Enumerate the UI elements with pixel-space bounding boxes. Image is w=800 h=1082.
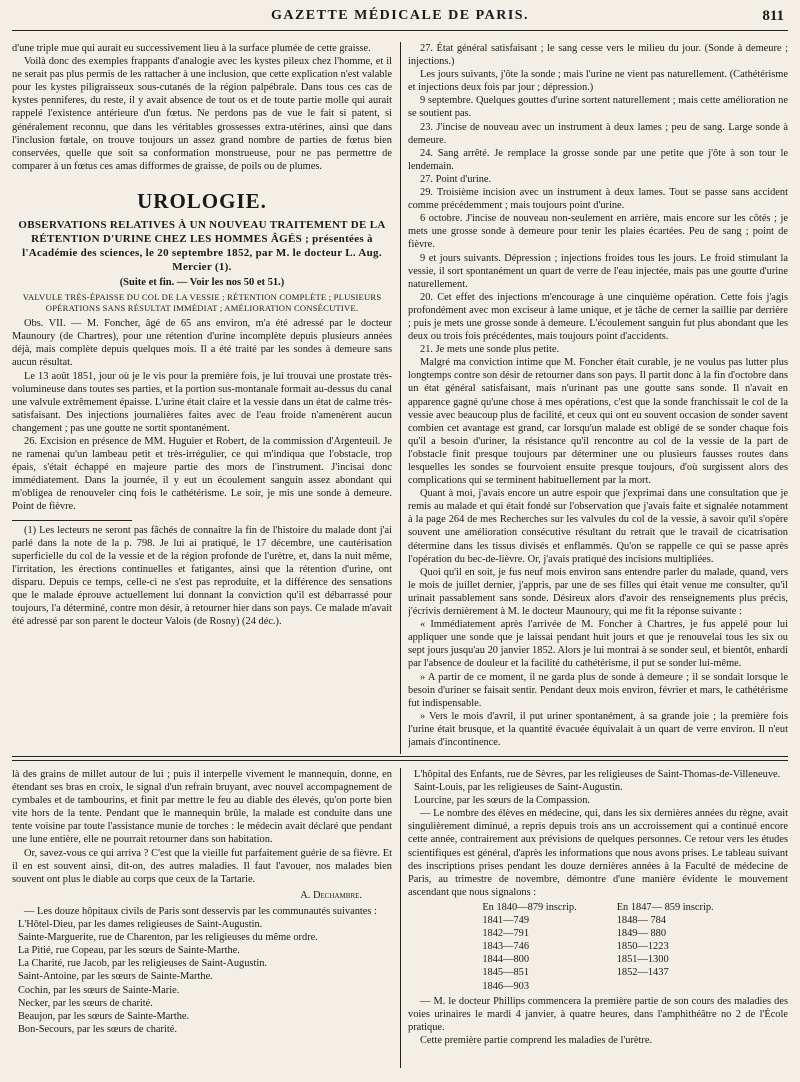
- inscription-row: En 1847— 859 inscrip.: [616, 901, 714, 913]
- top-right-column: [408, 42, 788, 754]
- observation-subtitle: VALVULE TRÈS-ÉPAISSE DU COL DE LA VESSIE ; RÉTENTION COMPLÈTE ; PLUSIEURS OPÉRATIONS SANS RÉSULTAT IMMÉDIAT ; AMÉLIORATION CONSÉCUTIVE.: [22, 292, 382, 314]
- hospital-item: La Pitié, rue Copeau, par les sœurs de Sainte-Marthe.: [18, 945, 240, 957]
- hospital-item: Necker, par les sœurs de charité.: [18, 997, 153, 1009]
- hospital-item: Saint-Louis, par les religieuses de Saint-Augustin.: [414, 782, 623, 794]
- inscription-row: 1849— 880: [616, 928, 667, 940]
- column-divider: [400, 42, 401, 754]
- top-left-column: [12, 42, 392, 754]
- top-section: [12, 42, 788, 754]
- journal-title: GAZETTE MÉDICALE DE PARIS.: [270, 8, 530, 23]
- paragraph: 9 et jours suivants. Dépression ; injections froides tous les jours. Le froid stimulant la vessie, il sort spontanément un quart de verre de l'eau injectée, mais pas une goutte d'urine naturellement.: [408, 252, 788, 290]
- paragraph: 9 septembre. Quelques gouttes d'urine sortent naturellement ; mais cette amélioration ne se soutient pas.: [408, 95, 788, 120]
- observation-paragraph: Le 13 août 1851, jour où je le vis pour la première fois, je lui trouvai une prostate très-volumineuse dans toutes ses parties, et la portion sus-montanale formait au-dessus du canal une valvule extrêmement épaisse. L'urine était claire et la vessie dans un état de calme très-satisfaisant. Des injections journalières faites avec de l'eau froide n'amenèrent aucun changement ; pas une goutte ne sortit spontanément.: [12, 370, 392, 434]
- paragraph: Or, savez-vous ce qui arriva ? C'est que la vieille fut parfaitement guérie de sa fièvre. Et il en est souvent ainsi, dit-on, des autres maladies. Il faut l'avouer, nos malades bien souvent ont plus le diable au corps que ceux de la Tartarie.: [12, 847, 392, 885]
- inscription-row: 1848— 784: [616, 915, 667, 927]
- hospital-list: [12, 918, 392, 1036]
- feuilleton-rule: [12, 760, 788, 761]
- paragraph: 29. Troisième incision avec un instrument à deux lames. Tout se passe sans accident comme précédemment ; mais toujours point d'urine.: [408, 187, 788, 212]
- paragraph: là des grains de millet autour de lui ; puis il interpelle vivement le mannequin, donne, en étendant ses bras en croix, le signal d'un refrain bruyant, avec nouvel accompagnement de cymbales et de tambourins, et finit par mettre le feu au diable des élevés, qu'on porte bien vite hors de la tente. Pendant que le mannequin brûle, la malade est conduite dans une tente voisine par toute l'assistance munie de torches : le médecin avait déclaré que pendant une lune entière, elle ne pourrait retourner dans son habitation.: [12, 769, 392, 846]
- hospital-item: Sainte-Marguerite, rue de Charenton, par les religieuses du même ordre.: [18, 932, 318, 944]
- hospital-item: Cochin, par les sœurs de Sainte-Marie.: [18, 984, 180, 996]
- inscription-row: 1841—749: [482, 915, 530, 927]
- paragraph: 23. J'incise de nouveau avec un instrument à deux lames ; peu de sang. Large sonde à demeure.: [408, 121, 788, 146]
- footnote-rule: [12, 520, 132, 521]
- quoted-paragraph: » A partir de ce moment, il ne garda plus de sonde à demeure ; il se sondait lorsque le besoin d'uriner se faisait sentir. Pendant deux mois environ, février et mars, le cathétérisme fut indispensable.: [408, 671, 788, 709]
- observation-paragraph: Obs. VII. — M. Foncher, âgé de 65 ans environ, m'a été adressé par le docteur Maunoury (de Chartres), pour une rétention d'urine incomplète depuis plusieurs années déjà, mais complète depuis quelques mois. Il a été traité par les sondes à demeure sans aucun résultat.: [12, 318, 392, 369]
- paragraph: Les jours suivants, j'ôte la sonde ; mais l'urine ne vient pas naturellement. (Cathétérisme et injections deux fois par jour ; dépression.): [408, 69, 788, 94]
- intro-paragraph: d'une triple mue qui aurait eu successivement lieu à la surface plumée de cette graisse.: [12, 43, 371, 54]
- observation-paragraph: 26. Excision en présence de MM. Huguier et Robert, de la commission d'Argenteuil. Je ne ramenai qu'un lambeau petit et très-irrégulier, ce qui m'indiqua que l'obstacle, trop épais, s'était échappé en majeure partie des mors de l'instrument. J'incisai donc immédiatement. Dans la journée, il y eut un écoulement sanguin assez abondant qui m'obligea de renouveler cinq fois le cathétérisme. Le soir, je mis une sonde à demeure. Point de fièvre.: [12, 435, 392, 513]
- column-divider: [400, 768, 401, 1068]
- footnote: (1) Les lecteurs ne seront pas fâchés de connaître la fin de l'histoire du malade dont j'ai parlé dans la note de la p. 798. Je lui ai pratiqué, le 17 décembre, une cautérisation superficielle du col de la vessie et de la région profonde de l'urètre, et, dans la nuit même, l'irritation, les érections continuelles et fatigantes, ainsi que la rétention d'urine, ont disparu. Depuis ce temps, celle-ci ne s'est pas reproduite, et la différence des sensations que le malade éprouve actuellement lui donnant la conviction qu'il est débarrassé pour toujours, l'a déterminé, contre mon désir, à retourner hier dans son pays. Ce malade m'avait été adressé par son parent le docteur Valois (de Rosny) (24 déc.).: [12, 524, 392, 628]
- paragraph: 24. Sang arrêté. Je remplace la grosse sonde par une petite que j'ôte à son tour le lendemain.: [408, 147, 788, 172]
- inscription-row: En 1840—879 inscrip.: [482, 901, 577, 913]
- page-number: 811: [762, 8, 784, 24]
- hospital-item: Beaujon, par les sœurs de Sainte-Marthe.: [18, 1010, 190, 1022]
- inscription-row: 1843—746: [482, 941, 530, 953]
- bottom-right-column: [408, 768, 788, 1068]
- inscriptions-column-left: [482, 901, 576, 993]
- continuation-note: (Suite et fin. — Voir les nos 50 et 51.): [119, 277, 285, 289]
- hospital-item: Bon-Secours, par les sœurs de charité.: [18, 1023, 177, 1035]
- bottom-section: [12, 768, 788, 1068]
- header-rule: [12, 30, 788, 31]
- article-title: OBSERVATIONS RELATIVES À UN NOUVEAU TRAITEMENT DE LA RÉTENTION D'URINE CHEZ LES HOMMES ÂGÉS ; présentées à l'Académie des sciences, le 20 septembre 1852, par M. le docteur L. Aug. Mercier (1).: [18, 219, 386, 274]
- inscriptions-table: [408, 901, 788, 993]
- hospital-list: [408, 768, 788, 807]
- inscription-row: 1850—1223: [616, 941, 669, 953]
- inscriptions-column-right: [617, 901, 714, 993]
- hospitals-intro: — Les douze hôpitaux civils de Paris sont desservis par les communautés suivantes :: [24, 905, 377, 917]
- hospital-item: Lourcine, par les sœurs de la Compassion.: [414, 795, 591, 807]
- paragraph: Quant à moi, j'avais encore un autre espoir que j'exprimai dans une consultation que je remis au malade et qui était fondé sur l'observation que j'avais faite et signalée notamment à la page 264 de mes Recherches sur les valvules du col de la vessie, à savoir qu'il s'opère souvent une amélioration consécutive résultant du retrait que le travail de cicatrisation détermine dans les tissus divisés et enflammés. Qu'on se rappelle ce qui se passe après l'opération du bec-de-lièvre. Or, j'avais pratiqué des incisions multipliées.: [408, 488, 788, 565]
- inscription-row: 1844—800: [482, 954, 530, 966]
- paragraph: 27. État général satisfaisant ; le sang cesse vers le milieu du jour. (Sonde à demeure ; injections.): [408, 43, 788, 68]
- quoted-paragraph: « Immédiatement après l'arrivée de M. Foncher à Chartres, je fus appelé pour lui appliquer une sonde que je laissai pendant huit jours et que je renouvelai tous les six ou sept jours jusqu'au 20 janvier 1852. Alors je lui montrai à se sonder seul, et bientôt, enhardi par l'absence de douleur et la facilité du cathétérisme, il put se sonder lui-même.: [408, 619, 788, 670]
- hospital-item: Saint-Antoine, par les sœurs de Sainte-Marthe.: [18, 971, 213, 983]
- hospital-item: L'Hôtel-Dieu, par les dames religieuses de Saint-Augustin.: [18, 919, 263, 931]
- section-title: UROLOGIE.: [137, 188, 267, 213]
- hospital-item: La Charité, rue Jacob, par les religieuses de Saint-Augustin.: [18, 958, 268, 970]
- signature: A. Dechambre.: [300, 889, 362, 901]
- inscription-row: 1845—851: [482, 967, 530, 979]
- newspaper-page: [12, 8, 788, 1074]
- closing-line: Cette première partie comprend les maladies de l'urètre.: [420, 1034, 653, 1046]
- inscription-row: 1846—903: [482, 980, 530, 992]
- feuilleton-rule: [12, 756, 788, 757]
- paragraph: Malgré ma conviction intime que M. Foncher était curable, je ne voulus pas lutter plus longtemps contre son désir de retourner dans son pays. Il partit donc à la fin d'octobre dans un état général satisfaisant, mais n'urinant pas une goutte sans sonde. Il n'avait en apparence gagné qu'une chose à mes opérations, c'est que la sonde franchissait le col de la vessie avec beaucoup plus de facilité, et ceux qui ont eu souvent occasion de sonder savent combien cet avantage est grand, car lorsqu'un malade est obligé de se sonder chaque fois qu'il a besoin d'uriner, la résistance qu'il rencontre au col de la vessie de la part de l'obstacle finit presque toujours par déterminer une ou plusieurs fausses routes dans lesquelles les sondes se fourvoient ensuite presque toujours, d'où surgissent alors des complications qui se terminent habituellement par la mort.: [408, 357, 788, 487]
- phillips-paragraph: — M. le docteur Phillips commencera la première partie de son cours des maladies des voies urinaires le mardi 4 janvier, à quatre heures, dans l'amphithéâtre no 2 de l'École pratique.: [408, 995, 788, 1033]
- intro-paragraph: Voilà donc des exemples frappants d'analogie avec les kystes pileux chez l'homme, et il ne serait pas plus permis de les rattacher à une inclusion, que cette explication n'est valable pour les kystes piligraisseux sous-cutanés de la région palpébrale. Dans tous ces cas de kystes penniferes, du reste, il y avait absence de tout os et de toute partie molle qui aurait rappelé l'existence antérieure d'un fœtus. Ne perdons pas de vue le fait si patent, si généralement reconnu, que dans les véritables grossesses extra-utérines, ainsi que dans l'inclusion fœtale, on trouve toujours un assez grand nombre de parties de fœtus bien conservées, quelle que soit sa conformation monstrueuse, pour ne pas permettre de comparer à un fœtus ces amas difformes de graisse, de poils ou de plumes.: [12, 56, 392, 172]
- paragraph: 21. Je mets une sonde plus petite.: [420, 344, 560, 356]
- students-paragraph: — Le nombre des élèves en médecine, qui, dans les six dernières années du règne, avait singulièrement diminué, a repris depuis trois ans un accroissement qui a continué encore cette année, contrairement aux prévisions de quelques personnes. Ce retour vers les études scientifiques est général, d'après les informations que nous avons prises. Le tableau suivant des inscriptions prises pendant les douze dernières années à la Faculté de médecine de Paris, au trimestre de novembre, démontre d'une manière évidente le mouvement ascendant que nous signalons :: [408, 808, 788, 898]
- paragraph: 6 octobre. J'incise de nouveau non-seulement en arrière, mais encore sur les côtés ; je mets une grosse sonde à demeure pour tenir les plaies écartées. Peu de sang ; point de fièvre.: [408, 213, 788, 251]
- paragraph: 20. Cet effet des injections m'encourage à une cinquième opération. Cette fois j'agis profondément avec mon exciseur à lame unique, et je tâche de cerner la saillie par derrière ; puis je mets une grosse sonde à demeure. L'écoulement sanguin fut plus abondant que les deux ou trois fois précédentes, mais toujours point d'accidents.: [408, 291, 788, 343]
- paragraph: 27. Point d'urine.: [420, 173, 492, 185]
- inscription-row: 1852—1437: [616, 967, 669, 979]
- page-header: [12, 8, 788, 30]
- hospital-item: L'hôpital des Enfants, rue de Sèvres, par les religieuses de Saint-Thomas-de-Villeneuve.: [414, 769, 781, 780]
- bottom-left-column: [12, 768, 392, 1068]
- quoted-paragraph: » Vers le mois d'avril, il put uriner spontanément, à sa grande joie ; la première fois l'urine était brusque, et la quantité évacuée équivalait à un quart de verre environ. Il n'eut jamais d'incontinence.: [408, 710, 788, 748]
- inscription-row: 1842—791: [482, 928, 530, 940]
- inscription-row: 1851—1300: [616, 954, 669, 966]
- paragraph: Quoi qu'il en soit, je fus neuf mois environ sans entendre parler du malade, quand, vers le mois de juillet dernier, j'appris, par une de ses filles qui était venue me consulter, qu'il urinait passablement sans sonde. Désireux alors d'avoir des renseignements plus précis, j'écrivis dernièrement à M. le docteur Maunoury, qui me fit la réponse suivante :: [408, 566, 788, 618]
